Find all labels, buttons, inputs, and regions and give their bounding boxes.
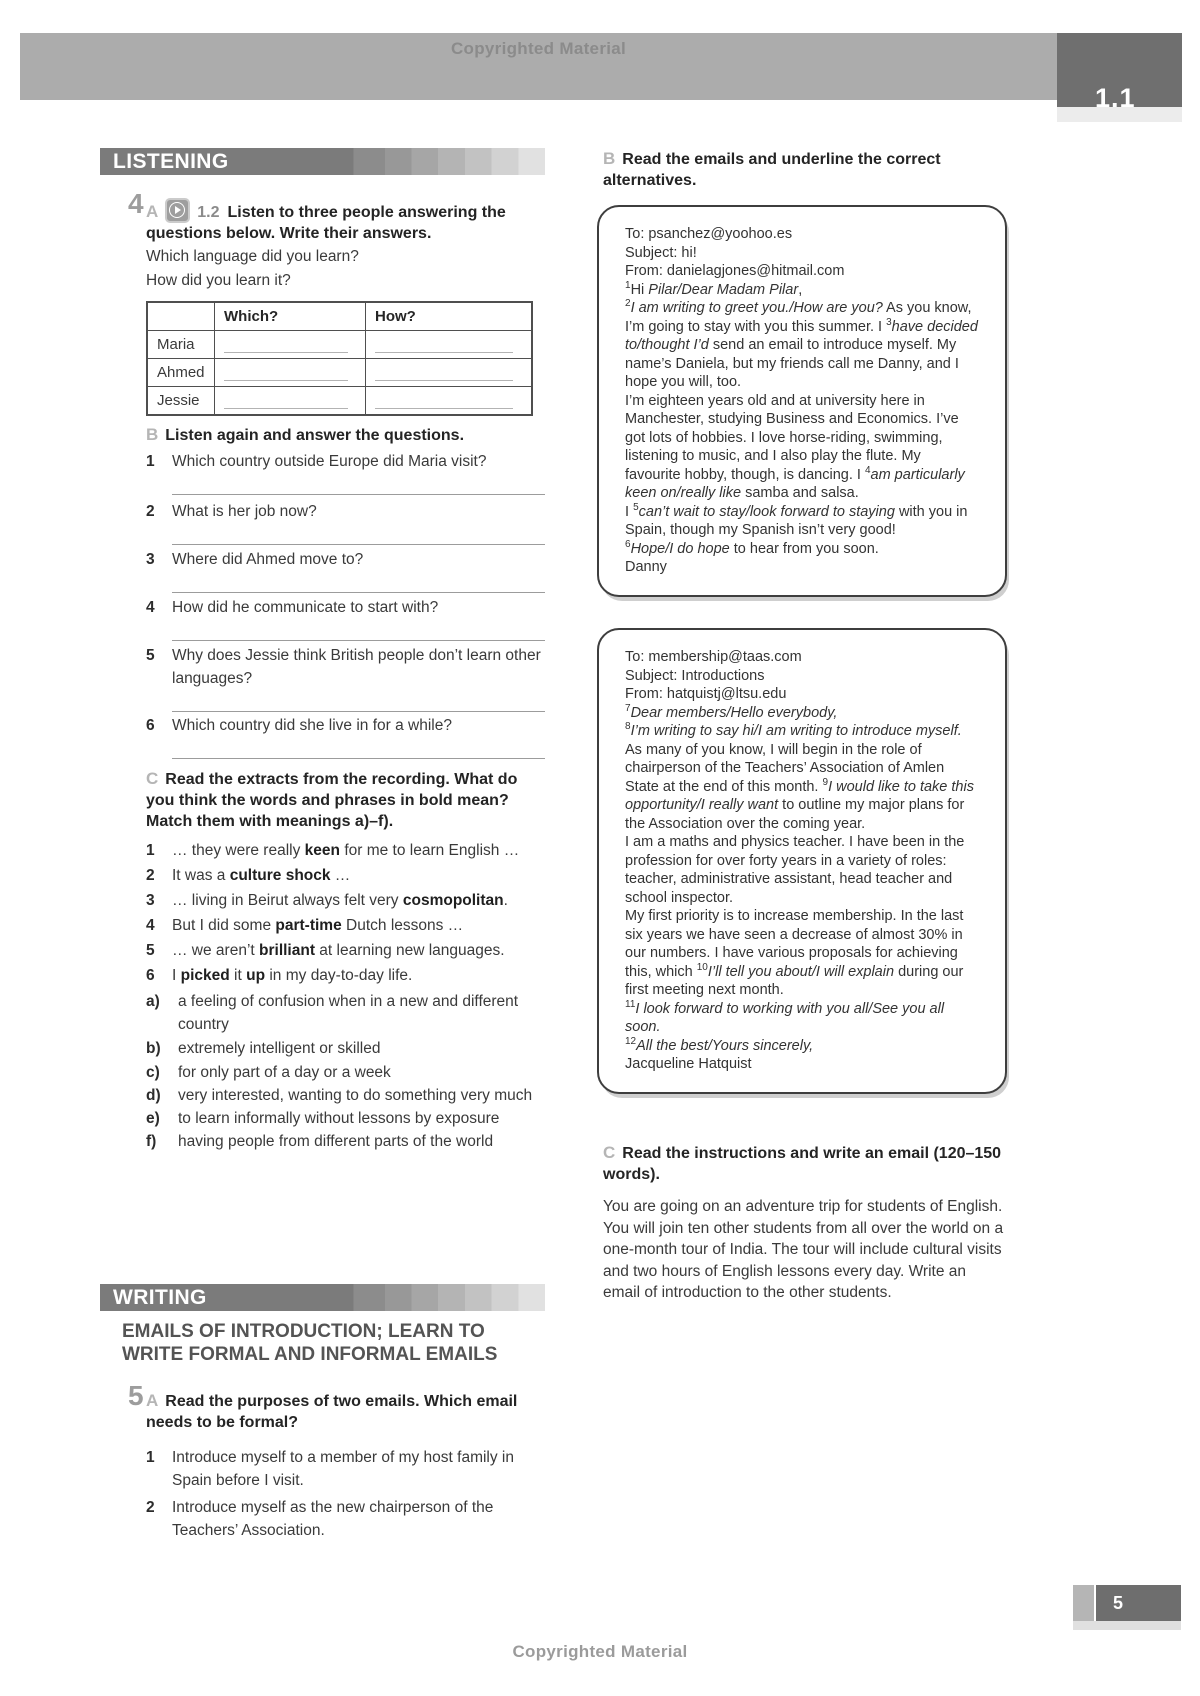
instruction-text: Listen to three people answering the questions below. Write their answers. (146, 204, 506, 242)
question-number: 5 (146, 647, 155, 664)
exercise-4a-heading (100, 188, 545, 244)
extract-number: 1 (146, 842, 155, 859)
exercise-4c-heading (100, 768, 545, 832)
section-bar-listening (100, 148, 545, 175)
email-signature: Jacqueline Hatquist (625, 1056, 752, 1072)
table-corner-cell (147, 302, 215, 331)
meaning-text: for only part of a day or a week (178, 1064, 391, 1081)
table-header-how: How? (366, 302, 533, 331)
question-item-4 (100, 596, 545, 641)
extract-text: … living in Beirut always felt very cosmopolitan. (172, 892, 508, 909)
email-paragraph: I am a maths and physics teacher. I have been in the profession for over forty years in a variety of roles: teacher, administrative assistant, head teacher and school inspector. (625, 834, 965, 906)
email-from: From: danielagjones@hitmail.com (625, 263, 845, 279)
write-in-line (224, 337, 348, 353)
question-text: What is her job now? (172, 503, 317, 520)
meaning-letter: c) (146, 1064, 160, 1081)
question-item-6 (100, 714, 545, 759)
extract-text: … they were really keen for me to learn English … (172, 842, 520, 859)
email-paragraph: My first priority is to increase membership. In the last six years we have seen a decrease of almost 30% in our numbers. I have various proposals for achieving this, which $^{10}$I’ll tell you about/I will explain during our first meeting next month. (625, 908, 964, 998)
exercise-letter-c: C (146, 769, 159, 788)
write-in-line (375, 393, 513, 409)
meaning-item-b (100, 1037, 545, 1060)
table-name-cell: Jessie (147, 387, 215, 416)
extract-text: It was a culture shock … (172, 867, 351, 884)
instruction-text: Read the purposes of two emails. Which email needs to be formal? (146, 1393, 518, 1431)
page-number-decoration (1073, 1585, 1094, 1621)
table-row (147, 359, 532, 387)
table-answer-cell (215, 359, 366, 387)
table-answer-cell (366, 331, 533, 359)
question-item-1 (100, 450, 545, 495)
purpose-text: Introduce myself as the new chairperson of the Teachers’ Association. (172, 1499, 494, 1539)
purpose-item-1 (100, 1446, 545, 1492)
exercise-letter-b: B (603, 149, 616, 168)
table-answer-cell (366, 387, 533, 416)
question-text: Why does Jessie think British people don’t learn other languages? (172, 647, 541, 687)
extract-item-3 (100, 888, 545, 913)
instruction-text: Listen again and answer the questions. (165, 427, 465, 444)
meaning-text: to learn informally without lessons by exposure (178, 1110, 500, 1127)
section-bar-writing (100, 1284, 545, 1311)
exercise-number: 5 (128, 1380, 144, 1411)
email-paragraph: $^{11}$I look forward to working with you all/See you all soon. (625, 998, 945, 1035)
extract-item-2 (100, 863, 545, 888)
section-title-listening: LISTENING (113, 150, 229, 173)
question-number: 3 (146, 551, 155, 568)
play-icon (165, 198, 190, 223)
meaning-letter: a) (146, 993, 160, 1010)
meaning-text: very interested, wanting to do something very much (178, 1087, 533, 1104)
prompt-question-2: How did you learn it? (146, 272, 291, 289)
writing-subtitle: EMAILS OF INTRODUCTION; LEARN TO WRITE FORMAL AND INFORMAL EMAILS (122, 1321, 498, 1365)
extract-item-6 (100, 963, 545, 988)
copyright-watermark-top: Copyrighted Material (450, 39, 627, 58)
meaning-text: having people from different parts of the world (178, 1133, 494, 1150)
email-subject: Subject: Introductions (625, 667, 765, 684)
question-number: 4 (146, 599, 155, 616)
question-text: How did he communicate to start with? (172, 599, 439, 616)
question-number: 1 (146, 453, 155, 470)
table-row (147, 387, 532, 416)
table-name-cell: Maria (147, 331, 215, 359)
unit-number: 1.1 (1095, 83, 1136, 107)
answers-table-wrap (100, 301, 545, 416)
meaning-item-e (100, 1107, 545, 1130)
question-item-3 (100, 548, 545, 593)
exercise-letter-a: A (146, 1391, 159, 1410)
extract-number: 4 (146, 917, 155, 934)
extract-item-5 (100, 938, 545, 963)
purpose-number: 2 (146, 1499, 155, 1516)
exercise-letter-b: B (146, 425, 159, 444)
section-title-writing: WRITING (113, 1286, 207, 1309)
table-header-row (147, 302, 532, 331)
extract-number: 2 (146, 867, 155, 884)
answer-line (172, 592, 545, 593)
email-paragraph: $^7$Dear members/Hello everybody, (625, 702, 838, 721)
answers-table (146, 301, 533, 416)
email-paragraph: I’m eighteen years old and at university here in Manchester, studying Business and Economics. I’ve got lots of hobbies. I love horse-riding, swimming, listening to music, and I also play the flute. My favourite hobby, though, is dancing. I $^4$am particularly keen on/really like samba and salsa. (625, 392, 965, 501)
question-text: Which country outside Europe did Maria visit? (172, 453, 487, 470)
extract-text: I picked it up in my day-to-day life. (172, 967, 413, 984)
table-row (147, 331, 532, 359)
exercise-5a-heading (100, 1380, 545, 1433)
unit-tab (1057, 33, 1182, 107)
meaning-text: extremely intelligent or skilled (178, 1040, 381, 1057)
email-card-formal (597, 628, 1007, 1094)
answer-line (172, 640, 545, 641)
meaning-item-a (100, 990, 545, 1036)
extract-text: But I did some part-time Dutch lessons … (172, 917, 464, 934)
page-number-strip (1073, 1621, 1181, 1630)
table-answer-cell (366, 359, 533, 387)
email-paragraph: I $^5$can’t wait to stay/look forward to staying with you in Spain, though my Spanish isn’t very good! (625, 501, 968, 538)
write-in-line (224, 365, 348, 381)
answer-line (172, 758, 545, 759)
email-from: From: hatquistj@ltsu.edu (625, 686, 787, 702)
purpose-text: Introduce myself to a member of my host family in Spain before I visit. (172, 1449, 514, 1489)
table-name-cell: Ahmed (147, 359, 215, 387)
extract-number: 5 (146, 942, 155, 959)
email-to: To: psanchez@yoohoo.es (625, 226, 793, 242)
exercise-5b-heading (597, 148, 1007, 191)
meaning-item-c (100, 1061, 545, 1084)
meaning-text: a feeling of confusion when in a new and different country (178, 993, 519, 1033)
email-paragraph: $^2$I am writing to greet you./How are you? As you know, I’m going to stay with you this summer. I $^3$have decided to/thought I’d send an email to introduce myself. My name’s Daniela, but my friends call me Danny, and I hope you will, too. (625, 298, 978, 390)
write-in-line (375, 337, 513, 353)
email-paragraph: $^8$I’m writing to say hi/I am writing to introduce myself. As many of you know, I will begin in the role of chairperson of the Teachers’ Association of Amlen State at the end of this month. $^9$I would like to take this opportunity/I really want to outline my major plans for the Association over the coming year. (625, 721, 974, 832)
answer-line (172, 494, 545, 495)
right-column (597, 0, 1007, 1696)
extract-number: 3 (146, 892, 155, 909)
prompt-question-1: Which language did you learn? (146, 248, 359, 265)
purpose-item-2 (100, 1496, 545, 1542)
meaning-letter: b) (146, 1040, 161, 1057)
instruction-text: Read the emails and underline the correct alternatives. (603, 151, 941, 189)
email-signature: Danny (625, 559, 667, 575)
extract-item-4 (100, 913, 545, 938)
meaning-item-f (100, 1130, 545, 1153)
email-paragraph: $^6$Hope/I do hope to hear from you soon. (625, 538, 879, 557)
answer-line (172, 711, 545, 712)
exercise-number: 4 (128, 188, 144, 219)
meaning-letter: d) (146, 1087, 161, 1104)
question-text: Where did Ahmed move to? (172, 551, 364, 568)
email-paragraph: $^{12}$All the best/Yours sincerely, (625, 1035, 814, 1054)
meaning-letter: e) (146, 1110, 160, 1127)
email-to: To: membership@taas.com (625, 649, 802, 665)
exercise-letter-a: A (146, 202, 159, 221)
page-number-badge: 5 (1096, 1585, 1181, 1621)
exercise-5c-heading (597, 1142, 1007, 1185)
extract-item-1 (100, 838, 545, 863)
copyright-watermark-bottom: Copyrighted Material (512, 1642, 688, 1661)
email-subject: Subject: hi! (625, 244, 697, 261)
question-item-2 (100, 500, 545, 545)
question-number: 2 (146, 503, 155, 520)
write-in-line (375, 365, 513, 381)
left-column (100, 0, 545, 1696)
unit-tab-strip (1057, 107, 1182, 122)
question-item-5 (100, 644, 545, 712)
exercise-letter-c: C (603, 1143, 616, 1162)
email-paragraph: $^1$Hi Pilar/Dear Madam Pilar, (625, 279, 803, 298)
question-number: 6 (146, 717, 155, 734)
email-card-informal (597, 205, 1007, 597)
audio-track-number: 1.2 (197, 204, 220, 221)
table-answer-cell (215, 331, 366, 359)
table-answer-cell (215, 387, 366, 416)
meaning-item-d (100, 1084, 545, 1107)
purpose-number: 1 (146, 1449, 155, 1466)
task-brief: You are going on an adventure trip for students of English. You will join ten other students from all over the world on a one-month tour of India. The tour will include cultural visits and two hours of English lessons every day. Write an email of introduction to the other students. (603, 1198, 1004, 1301)
meaning-letter: f) (146, 1133, 157, 1150)
instruction-text: Read the instructions and write an email (120–150 words). (603, 1145, 1002, 1183)
extract-number: 6 (146, 967, 155, 984)
question-text: Which country did she live in for a while? (172, 717, 452, 734)
instruction-text: Read the extracts from the recording. What do you think the words and phrases in bold mean? Match them with meanings a)–f). (146, 771, 518, 830)
answer-line (172, 544, 545, 545)
exercise-4b-heading (100, 424, 545, 446)
write-in-line (224, 393, 348, 409)
extract-text: … we aren’t brilliant at learning new languages. (172, 942, 505, 959)
table-header-which: Which? (215, 302, 366, 331)
